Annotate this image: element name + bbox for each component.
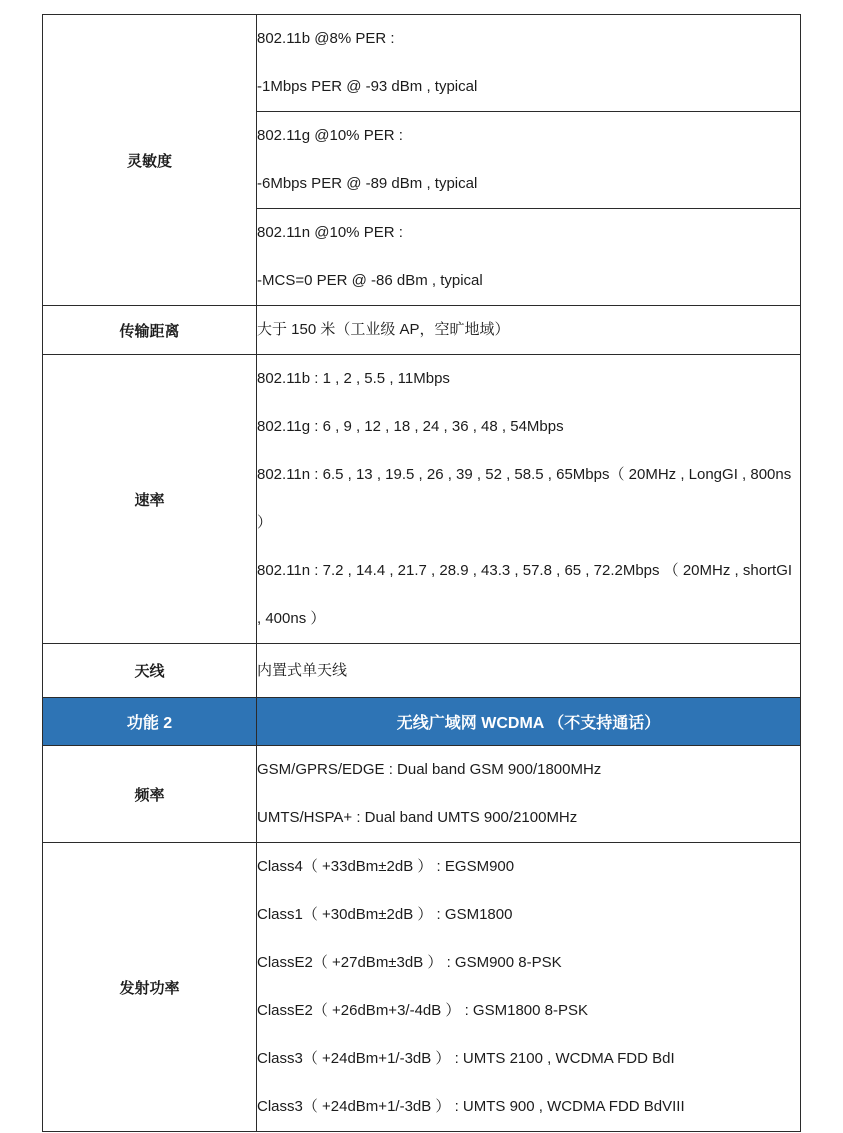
cell-sensitivity-80211g [257, 112, 801, 209]
spec-line: 802.11g : 6 , 9 , 12 , 18 , 24 , 36 , 48 , 54Mbps [257, 418, 564, 435]
row-label-frequency: 频率 [43, 746, 257, 843]
section-header-title: 无线广域网 WCDMA （不支持通话） [257, 698, 801, 746]
row-label-distance: 传输距离 [43, 306, 257, 355]
row-section-header-function2 [43, 698, 801, 746]
spec-line: ClassE2（ +27dBm±3dB ） : GSM900 8-PSK [257, 954, 562, 971]
cell-sensitivity-80211n [257, 209, 801, 306]
row-transmission-distance [43, 306, 801, 355]
spec-line: 大于 150 米（工业级 AP，空旷地域） [257, 321, 510, 338]
spec-line: UMTS/HSPA+ : Dual band UMTS 900/2100MHz [257, 809, 578, 826]
spec-line: GSM/GPRS/EDGE : Dual band GSM 900/1800MHz [257, 761, 602, 778]
spec-line: Class3（ +24dBm+1/-3dB ） : UMTS 900 , WCDMA FDD BdVIII [257, 1098, 685, 1115]
spec-line: 802.11b : 1 , 2 , 5.5 , 11Mbps [257, 370, 450, 387]
cell-distance [257, 306, 801, 355]
spec-line: 802.11n : 6.5 , 13 , 19.5 , 26 , 39 , 52 , 58.5 , 65Mbps（ 20MHz , LongGI , 800ns ） [257, 466, 792, 531]
spec-line: 802.11n : 7.2 , 14.4 , 21.7 , 28.9 , 43.3 , 57.8 , 65 , 72.2Mbps （ 20MHz , shortGI , 400ns ） [257, 562, 793, 627]
spec-line: -MCS=0 PER @ -86 dBm , typical [257, 272, 483, 289]
cell-antenna [257, 644, 801, 698]
spec-line: 802.11g @10% PER : [257, 127, 403, 144]
spec-line: -6Mbps PER @ -89 dBm , typical [257, 175, 478, 192]
row-label-sensitivity: 灵敏度 [43, 15, 257, 306]
row-label-antenna: 天线 [43, 644, 257, 698]
spec-line: ClassE2（ +26dBm+3/-4dB ） : GSM1800 8-PSK [257, 1002, 588, 1019]
spec-line: 802.11b @8% PER : [257, 30, 395, 47]
row-tx-power [43, 843, 801, 1132]
spec-table [42, 14, 801, 1132]
row-antenna [43, 644, 801, 698]
spec-line: Class1（ +30dBm±2dB ） : GSM1800 [257, 906, 513, 923]
spec-line: 802.11n @10% PER : [257, 224, 403, 241]
cell-sensitivity-80211b [257, 15, 801, 112]
spec-line: -1Mbps PER @ -93 dBm , typical [257, 78, 478, 95]
spec-line: Class3（ +24dBm+1/-3dB ） : UMTS 2100 , WCDMA FDD BdI [257, 1050, 675, 1067]
row-label-rate: 速率 [43, 355, 257, 644]
cell-rate [257, 355, 801, 644]
cell-frequency [257, 746, 801, 843]
row-frequency [43, 746, 801, 843]
spec-line: Class4（ +33dBm±2dB ） : EGSM900 [257, 858, 515, 875]
spec-line: 内置式单天线 [257, 661, 348, 679]
row-sensitivity-80211b [43, 15, 801, 112]
row-rate [43, 355, 801, 644]
row-label-tx-power: 发射功率 [43, 843, 257, 1132]
cell-tx-power [257, 843, 801, 1132]
section-header-label: 功能 2 [43, 698, 257, 746]
